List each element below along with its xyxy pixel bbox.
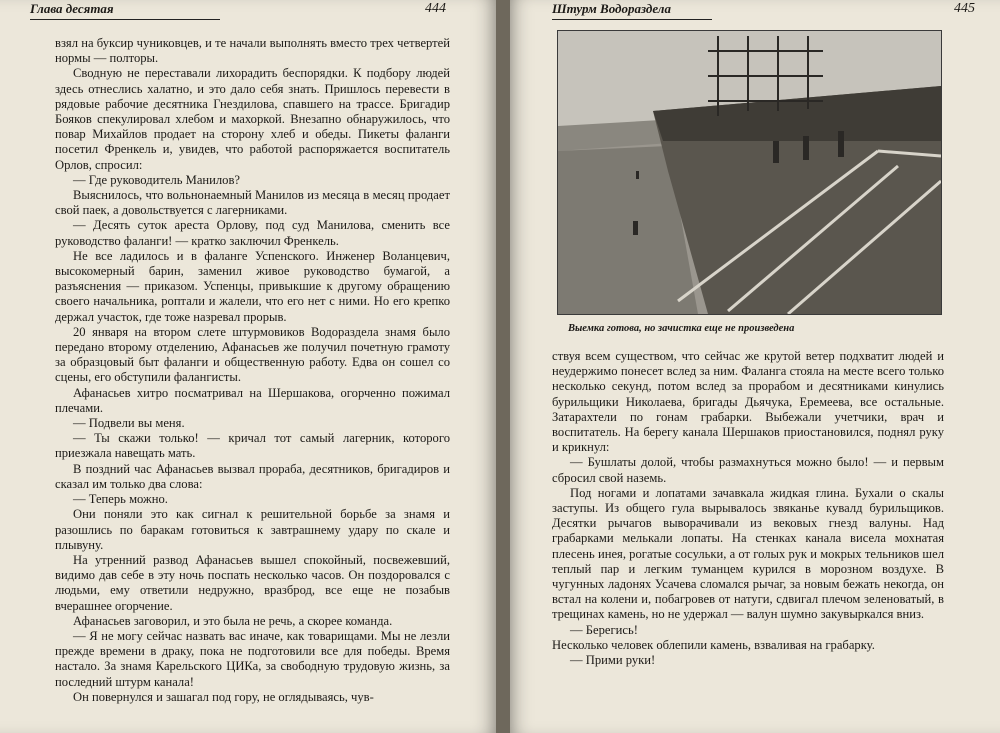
paragraph: — Прими руки! bbox=[570, 653, 656, 668]
paragraph: — Десять суток ареста Орлову, под суд Манилова, сменить все руководство фаланги! — кратко заключил Френкель. bbox=[55, 218, 450, 248]
paragraph: ствуя всем существом, что сейчас же крутой ветер подхватит людей и неудержимо понесет вслед за ним. Фаланга стояла на месте всего только несколько секунд, потом вслед за прорабом и десятниками кинулись бурильщики Николаева, бригады Дьячука, Еремеева, все остальные. Затарахтели по гонам грабарки. Выбежали учетчики, врач и воспитатель. На берегу канала Шершаков приостановился, поднял руку и крикнул: bbox=[552, 349, 944, 455]
right-text-column bbox=[552, 349, 944, 668]
canal-excavation-photo bbox=[557, 30, 942, 315]
paragraph: Он повернулся и зашагал под гору, не оглядываясь, чув- bbox=[73, 689, 374, 704]
book-gutter bbox=[496, 0, 510, 733]
paragraph: Сводную не переставали лихорадить беспорядки. К подбору людей здесь отнеслись халатно, и это дало себя знать. Пришлось перевести в рядовые рабочие десятника Гнездилова, спавшего на трассе. Бригадир Бояков спекулировал хлебом и махоркой. Внезапно обнаружилось, что повар Михайлов продает на сторону хлеб и обеды. Пикеты фаланги посетил Френкель и, увидев, что работой распоряжается воспитатель Орлов, спросил: bbox=[55, 66, 450, 172]
left-page-number: 444 bbox=[425, 1, 446, 16]
paragraph: — Подвели вы меня. bbox=[73, 416, 185, 431]
left-text-column bbox=[55, 36, 450, 705]
paragraph: В поздний час Афанасьев вызвал прораба, десятников, бригадиров и сказал им только два слова: bbox=[55, 461, 450, 491]
paragraph: Несколько человек облепили камень, взваливая на грабарку. bbox=[552, 637, 875, 652]
paragraph: На утренний развод Афанасьев вышел спокойный, посвежевший, видимо дав себе в эту ночь поспать несколько часов. Он поздоровался с людьми, ему ответили недружно, вразброд, все еще не позабыв вчерашнее огорчение. bbox=[55, 552, 450, 613]
photo-illustration bbox=[558, 31, 941, 314]
paragraph: — Берегись! bbox=[570, 622, 638, 637]
left-running-head: Глава десятая bbox=[30, 0, 220, 20]
photo-caption: Выемка готова, но зачистка еще не произведена bbox=[568, 323, 795, 334]
paragraph: Выяснилось, что вольнонаемный Манилов из месяца в месяц продает свой паек, а довольствуется с лагерниками. bbox=[55, 188, 450, 218]
paragraph: взял на буксир чуниковцев, и те начали выполнять вместо трех четвертей нормы — полторы. bbox=[55, 36, 450, 66]
paragraph: Они поняли это как сигнал к решительной борьбе за знамя и разошлись по баракам готовиться к завтрашнему удару по скале и плывуну. bbox=[55, 507, 450, 552]
paragraph: Афанасьев хитро посматривал на Шершакова, огорченно пожимал плечами. bbox=[55, 385, 450, 415]
paragraph: — Где руководитель Манилов? bbox=[73, 172, 241, 187]
right-running-head: Штурм Водораздела bbox=[552, 0, 712, 20]
paragraph: Под ногами и лопатами зачавкала жидкая глина. Бухали о скалы заступы. Из общего гула вырывалось звяканье кувалд бурильщиков. Десятки рычагов выворачивали из вековых гнезд валуны. Над грабарками мелькали лопаты. На стенках канала висела мохнатая плесень инея, рогатые сосульки, а от голых рук и мокрых тельников шел теплый пар и легким туманцем курился в морозном воздухе. В чугунных ладонях Усачева сломался рычаг, за новым бежать некогда, он встал на колени и, побагровев от натуги, сдвигал плечом зеленоватый, в трещинах камень, но не удержал — валун шумно закувыркался вниз. bbox=[552, 485, 944, 622]
paragraph: — Теперь можно. bbox=[73, 492, 168, 507]
paragraph: 20 января на втором слете штурмовиков Водораздела знамя было передано второму отделению, Афанасьев же получил почетную грамоту за образцовый быт фаланги и общественную работу. Едва он сошел со сцены, его обступили фалангисты. bbox=[55, 324, 450, 385]
paragraph: — Я не могу сейчас назвать вас иначе, как товарищами. Мы не лезли прежде времени в драку, пока не подготовили все для победы. Время настало. За знамя Карельского ЦИКа, за свободную трудовую жизнь, за последний штурм канала! bbox=[55, 628, 450, 689]
right-page-number: 445 bbox=[954, 1, 975, 16]
paragraph: Не все ладилось и в фаланге Успенского. Инженер Воланцевич, высокомерный барин, заменил живое руководство бумагой, а разъяснения — приказом. Успенцы, привыкшие к другому обращению своего начальника, роптали и жалели, что его нет с ними. Но его крепко держал участок, где тоже назревал прорыв. bbox=[55, 248, 450, 324]
paragraph: Афанасьев заговорил, и это была не речь, а скорее команда. bbox=[73, 613, 393, 628]
paragraph: — Бушлаты долой, чтобы размахнуться можно было! — и первым сбросил свой наземь. bbox=[552, 455, 944, 485]
paragraph: — Ты скажи только! — кричал тот самый лагерник, которого приезжала навещать мать. bbox=[55, 431, 450, 461]
